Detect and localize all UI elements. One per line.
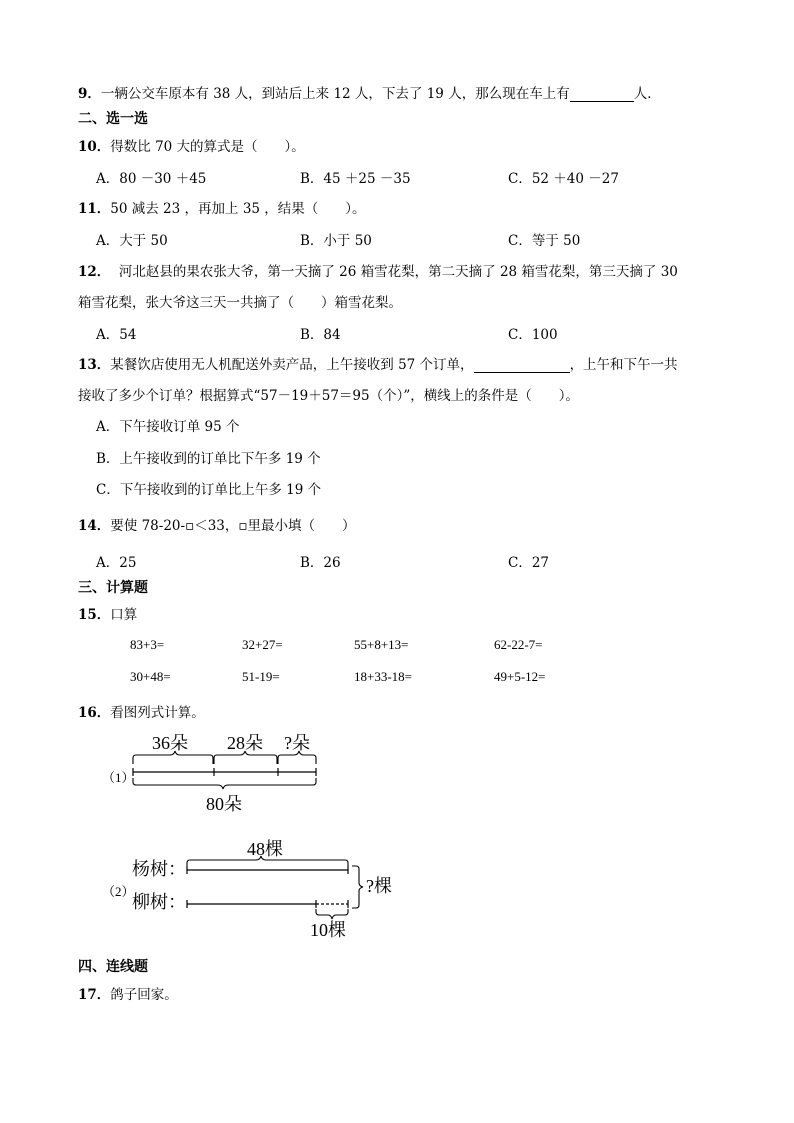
option-c[interactable]: C．等于 50 [508,233,581,249]
segment-label-1: 36朵 [152,733,188,753]
segment-label-3: ?朵 [284,733,310,753]
calc-item: 51-19= [242,669,280,684]
question-16 [78,701,205,721]
calc-item: 55+8+13= [354,637,409,652]
right-brace [352,866,363,908]
bottom-brace [316,909,348,919]
question-12-line2: 箱雪花梨，张大爷这三天一共摘了（ ）箱雪花梨。 [78,295,402,311]
question-9 [78,82,661,102]
section-heading-4: 四、连线题 [78,959,148,975]
row-label-yangshu: 杨树： [132,859,186,879]
option-c[interactable]: C．27 [508,555,550,571]
right-label: ?棵 [366,876,392,896]
option-a[interactable]: A．54 [96,327,137,343]
option-c[interactable]: C．100 [508,327,558,343]
question-text: 鸽子回家。 [110,987,178,1003]
question-text: 口算 [110,607,138,623]
question-text: 50 减去 23 ，再加上 35 ，结果（ ）。 [110,201,366,217]
question-14 [78,514,356,534]
bottom-brace [133,778,316,789]
question-text: 看图列式计算。 [110,705,205,721]
question-text-end: 人． [633,86,661,102]
question-12 [78,260,678,280]
question-17 [78,983,178,1003]
question-13-line2: 接收了多少个订单？根据算式“57－19＋57＝95（个）”，横线上的条件是（ ）。 [78,388,580,404]
line-segment-figure-1 [90,728,350,820]
option-b[interactable]: B．84 [300,327,341,343]
total-label: 80朵 [206,794,242,814]
section-heading-2: 二、选一选 [78,111,148,127]
option-a[interactable]: A．80 －30 ＋45 [96,171,207,187]
calc-item: 83+3= [130,637,165,652]
question-text: 某餐饮店使用无人机配送外卖产品，上午接收到 57 个订单， [110,357,474,373]
line-segment-figure-2 [90,836,410,944]
section-heading-3: 三、计算题 [78,580,148,596]
option-c[interactable]: C．下午接收到的订单比上午多 19 个 [96,482,322,498]
question-text-cont: ，上午和下午一共 [569,357,678,373]
option-a[interactable]: A．下午接收订单 95 个 [96,419,240,435]
question-11 [78,197,366,217]
option-b[interactable]: B．45 ＋25 －35 [300,171,411,187]
question-13 [78,353,678,373]
question-number: 10． [78,139,111,155]
question-text: 河北赵县的果农张大爷，第一天摘了 26 箱雪花梨，第二天摘了 28 箱雪花梨，第三天摘了 30 [118,264,678,280]
question-number: 15． [78,607,111,623]
calc-item: 32+27= [242,637,283,652]
segment-label-2: 28朵 [227,733,263,753]
top-label: 48棵 [247,839,283,859]
bottom-label: 10棵 [310,920,346,940]
calc-item: 49+5-12= [494,669,546,684]
question-15 [78,603,137,623]
figure-label: （2） [102,884,135,899]
question-number: 14． [78,518,111,534]
question-text: 一辆公交车原本有 38 人，到站后上来 12 人，下去了 19 人，那么现在车上有 [100,86,570,102]
figure-label: （1） [102,770,135,785]
option-a[interactable]: A．大于 50 [96,233,168,249]
question-text: 得数比 70 大的算式是（ ）。 [110,139,305,155]
option-a[interactable]: A．25 [96,555,137,571]
calc-item: 30+48= [130,669,171,684]
option-b[interactable]: B．小于 50 [300,233,372,249]
question-number: 17． [78,987,111,1003]
row-label-liushu: 柳树： [132,892,186,912]
question-text: 要使 78-20-▫＜33，▫里最小填（ ） [110,518,356,534]
question-number: 9． [78,86,101,102]
option-b[interactable]: B．26 [300,555,341,571]
answer-blank[interactable] [570,87,634,102]
question-number: 16． [78,705,111,721]
question-number: 12． [78,264,111,280]
option-b[interactable]: B．上午接收到的订单比下午多 19 个 [96,451,321,467]
question-number: 11． [78,201,111,217]
calc-item: 62-22-7= [494,637,543,652]
calc-item: 18+33-18= [354,669,412,684]
question-number: 13． [78,357,111,373]
answer-blank[interactable] [474,358,570,373]
question-10 [78,135,305,155]
option-c[interactable]: C．52 ＋40 －27 [508,171,619,187]
